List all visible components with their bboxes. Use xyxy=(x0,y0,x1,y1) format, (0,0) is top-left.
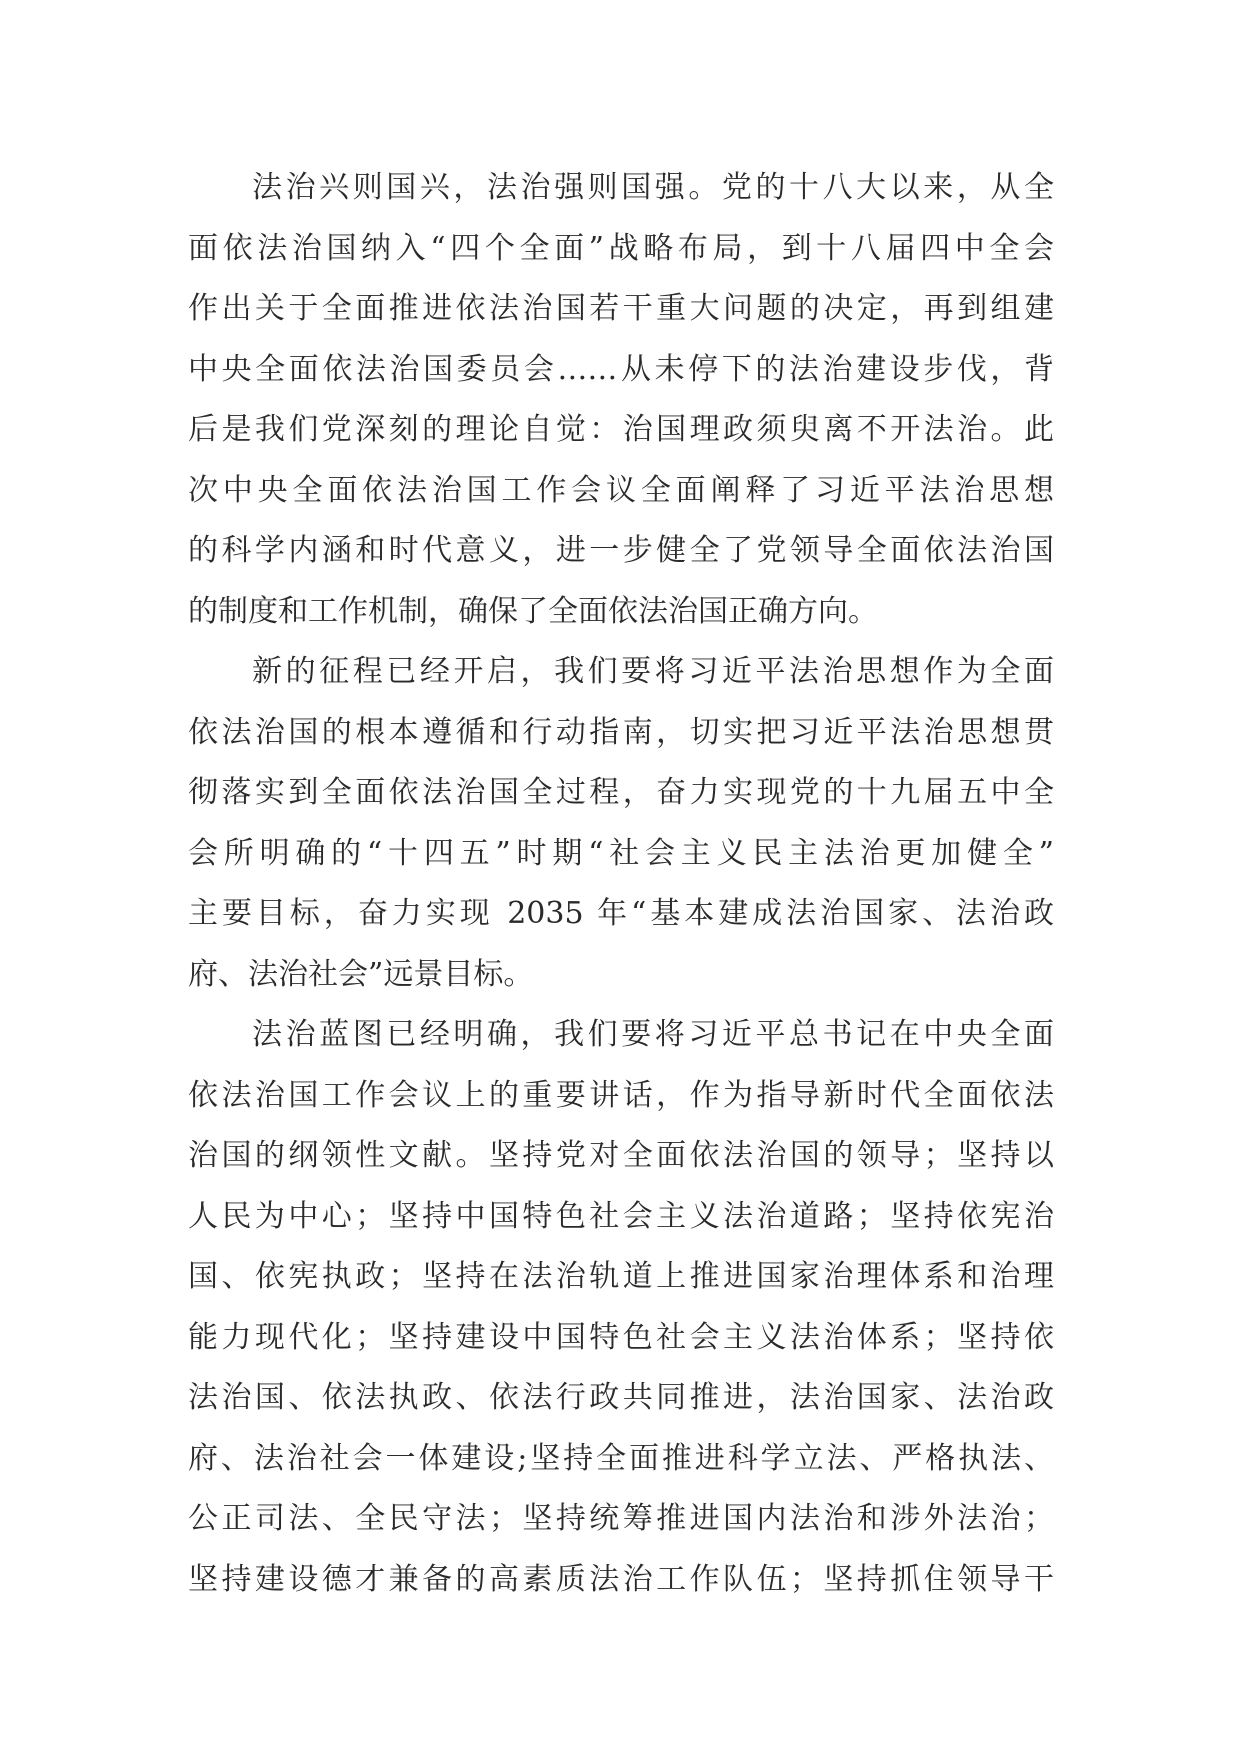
text-line: 坚持建设德才兼备的高素质法治工作队伍；坚持抓住领导干 xyxy=(188,1561,1054,1597)
text-line: 法治蓝图已经明确，我们要将习近平总书记在中央全面 xyxy=(252,1017,1054,1052)
text-line: 法治兴则国兴，法治强则国强。党的十八大以来，从全 xyxy=(252,170,1054,205)
text-line: 依法治国的根本遵循和行动指南，切实把习近平法治思想贯 xyxy=(188,714,1054,750)
text-line: 会所明确的“十四五”时期“社会主义民主法治更加健全” xyxy=(188,835,1054,871)
paragraph-3 xyxy=(188,1005,1054,1610)
text-line: 公正司法、全民守法；坚持统筹推进国内法治和涉外法治； xyxy=(188,1501,1054,1536)
text-line: 作出关于全面推进依法治国若干重大问题的决定，再到组建 xyxy=(188,291,1054,326)
paragraph-2 xyxy=(188,642,1054,1005)
text-line: 人民为中心；坚持中国特色社会主义法治道路；坚持依宪治 xyxy=(188,1198,1054,1234)
text-line: 法治国、依法执政、依法行政共同推进，法治国家、法治政 xyxy=(188,1380,1054,1415)
text-line: 后是我们党深刻的理论自觉：治国理政须臾离不开法治。此 xyxy=(188,412,1054,447)
text-line: 国、依宪执政；坚持在法治轨道上推进国家治理体系和治理 xyxy=(188,1259,1054,1294)
paragraph-1 xyxy=(188,158,1054,642)
text-line: 治国的纲领性文献。坚持党对全面依法治国的领导；坚持以 xyxy=(188,1138,1054,1173)
text-line: 主要目标，奋力实现 2035 年“基本建成法治国家、法治政 xyxy=(188,896,1054,931)
text-line: 能力现代化；坚持建设中国特色社会主义法治体系；坚持依 xyxy=(188,1319,1054,1355)
text-line: 次中央全面依法治国工作会议全面阐释了习近平法治思想 xyxy=(188,472,1054,508)
text-line: 府、法治社会”远景目标。 xyxy=(188,956,534,992)
text-line: 府、法治社会一体建设;坚持全面推进科学立法、严格执法、 xyxy=(188,1440,1054,1476)
text-line: 中央全面依法治国委员会……从未停下的法治建设步伐，背 xyxy=(188,351,1054,387)
text-line: 面依法治国纳入“四个全面”战略布局，到十八届四中全会 xyxy=(188,230,1054,266)
text-line: 新的征程已经开启，我们要将习近平法治思想作为全面 xyxy=(252,654,1054,689)
text-line: 的科学内涵和时代意义，进一步健全了党领导全面依法治国 xyxy=(188,533,1054,568)
text-line: 依法治国工作会议上的重要讲话，作为指导新时代全面依法 xyxy=(188,1077,1054,1113)
document-body xyxy=(188,158,1054,1610)
text-line: 彻落实到全面依法治国全过程，奋力实现党的十九届五中全 xyxy=(188,775,1054,810)
text-line: 的制度和工作机制，确保了全面依法治国正确方向。 xyxy=(188,593,878,629)
